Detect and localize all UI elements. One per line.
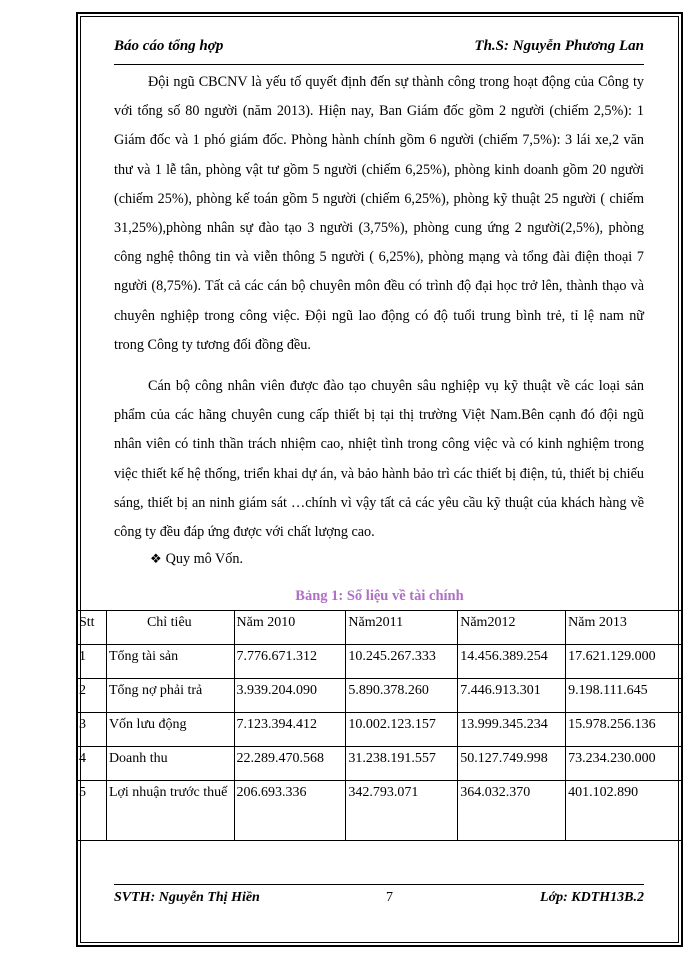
footer-class: Lớp: KDTH13B.2 bbox=[540, 890, 644, 905]
table-cell: 4 bbox=[77, 747, 107, 781]
header-cell: Năm 2010 bbox=[234, 611, 346, 645]
bullet-text: Quy mô Vốn. bbox=[165, 551, 244, 567]
table-cell: Doanh thu bbox=[106, 747, 234, 781]
header-cell: Năm2011 bbox=[346, 611, 458, 645]
table-cell: 1 bbox=[77, 645, 107, 679]
table-cell: 22.289.470.568 bbox=[234, 747, 346, 781]
table-cell: 5 bbox=[77, 781, 107, 841]
body-text bbox=[114, 68, 644, 547]
table-cell: 14.456.389.254 bbox=[458, 645, 566, 679]
paragraph-training: Cán bộ công nhân viên được đào tạo chuyên sâu nghiệp vụ kỹ thuật về các loại sản phẩm của các hãng chuyên cung cấp thiết bị tại thị trường Việt Nam.Bên cạnh đó đội ngũ nhân viên có tinh thần trách nhiệm cao, nhiệt tình trong công việc và có kinh nghiệm trong việc thiết kế hệ thống, triển khai dự án, và bảo hành bảo trì các thiết bị điện, tủ, thiết bị chiếu sáng, thiết bị an ninh giám sát …chính vì vậy tất cả các yêu cầu kỹ thuật của khách hàng về công ty đều đáp ứng được với chất lượng cao. bbox=[114, 378, 644, 541]
footer-student: SVTH: Nguyễn Thị Hiền bbox=[114, 890, 260, 905]
paragraph-staff: Đội ngũ CBCNV là yếu tố quyết định đến sự thành công trong hoạt động của Công ty với tổng số 80 người (năm 2013). Hiện nay, Ban Giám đốc gồm 2 người (chiếm 2,5%): 1 Giám đốc và 1 phó giám đốc. Phòng hành chính gồm 6 người (chiếm 7,5%): 3 lái xe,2 văn thư và 1 lễ tân, phòng vật tư gồm 5 người (chiếm 6,25%), phòng kinh doanh gồm 20 người (chiếm 25%), phòng kế toán gồm 5 người (chiếm 6,25%), phòng kỹ thuật 25 người ( chiếm 31,25%),phòng nhân sự đào tạo 3 người (3,75%), phòng cung ứng 2 người(2,5%), phòng công nghệ thông tin và viễn thông 5 người ( 6,25%), phòng mạng và tổng đài điện thoại 7 người (8,75%). Tất cả các cán bộ chuyên môn đều có trình độ đại học trở lên, thành thạo và chuyên nghiệp trong công việc. Đội ngũ lao động có độ tuổi trung bình trẻ, tỉ lệ nam nữ trong Công ty tương đối đồng đều. bbox=[114, 74, 644, 353]
table-cell: Vốn lưu động bbox=[106, 713, 234, 747]
table-cell: 401.102.890 bbox=[566, 781, 683, 841]
table-cell: 17.621.129.000 bbox=[566, 645, 683, 679]
table-cell: Lợi nhuận trước thuế bbox=[106, 781, 234, 841]
table-cell: 3 bbox=[77, 713, 107, 747]
header-cell: Stt bbox=[77, 611, 107, 645]
header-cell: Năm2012 bbox=[458, 611, 566, 645]
section-bullet bbox=[150, 551, 243, 568]
header-cell: Chỉ tiêu bbox=[106, 611, 234, 645]
table-cell: 7.446.913.301 bbox=[458, 679, 566, 713]
table-cell: 364.032.370 bbox=[458, 781, 566, 841]
table-row bbox=[77, 781, 683, 841]
table-cell: 10.245.267.333 bbox=[346, 645, 458, 679]
table-cell: 13.999.345.234 bbox=[458, 713, 566, 747]
table-row bbox=[77, 679, 683, 713]
table-cell: 50.127.749.998 bbox=[458, 747, 566, 781]
table-cell: Tổng tài sản bbox=[106, 645, 234, 679]
table-cell: 3.939.204.090 bbox=[234, 679, 346, 713]
table-header-row bbox=[77, 611, 683, 645]
header-divider bbox=[114, 64, 644, 65]
footer-divider bbox=[114, 884, 644, 885]
table-cell: 15.978.256.136 bbox=[566, 713, 683, 747]
table-cell: 7.123.394.412 bbox=[234, 713, 346, 747]
table-row bbox=[77, 713, 683, 747]
table-cell: 342.793.071 bbox=[346, 781, 458, 841]
table-row bbox=[77, 645, 683, 679]
table-row bbox=[77, 747, 683, 781]
diamond-bullet-icon: ❖ bbox=[150, 551, 162, 566]
table-cell: 9.198.111.645 bbox=[566, 679, 683, 713]
finance-table bbox=[76, 610, 683, 841]
page-header bbox=[114, 38, 644, 64]
header-supervisor: Th.S: Nguyễn Phương Lan bbox=[474, 38, 644, 54]
table-cell: 7.776.671.312 bbox=[234, 645, 346, 679]
table-cell: 5.890.378.260 bbox=[346, 679, 458, 713]
table-cell: 31.238.191.557 bbox=[346, 747, 458, 781]
header-cell: Năm 2013 bbox=[566, 611, 683, 645]
table-cell: Tổng nợ phải trả bbox=[106, 679, 234, 713]
page-number: 7 bbox=[386, 890, 393, 905]
table-cell: 73.234.230.000 bbox=[566, 747, 683, 781]
table-caption: Bảng 1: Số liệu về tài chính bbox=[295, 588, 464, 604]
table-cell: 2 bbox=[77, 679, 107, 713]
table-cell: 206.693.336 bbox=[234, 781, 346, 841]
header-report-title: Báo cáo tổng hợp bbox=[114, 38, 224, 54]
table-cell: 10.002.123.157 bbox=[346, 713, 458, 747]
